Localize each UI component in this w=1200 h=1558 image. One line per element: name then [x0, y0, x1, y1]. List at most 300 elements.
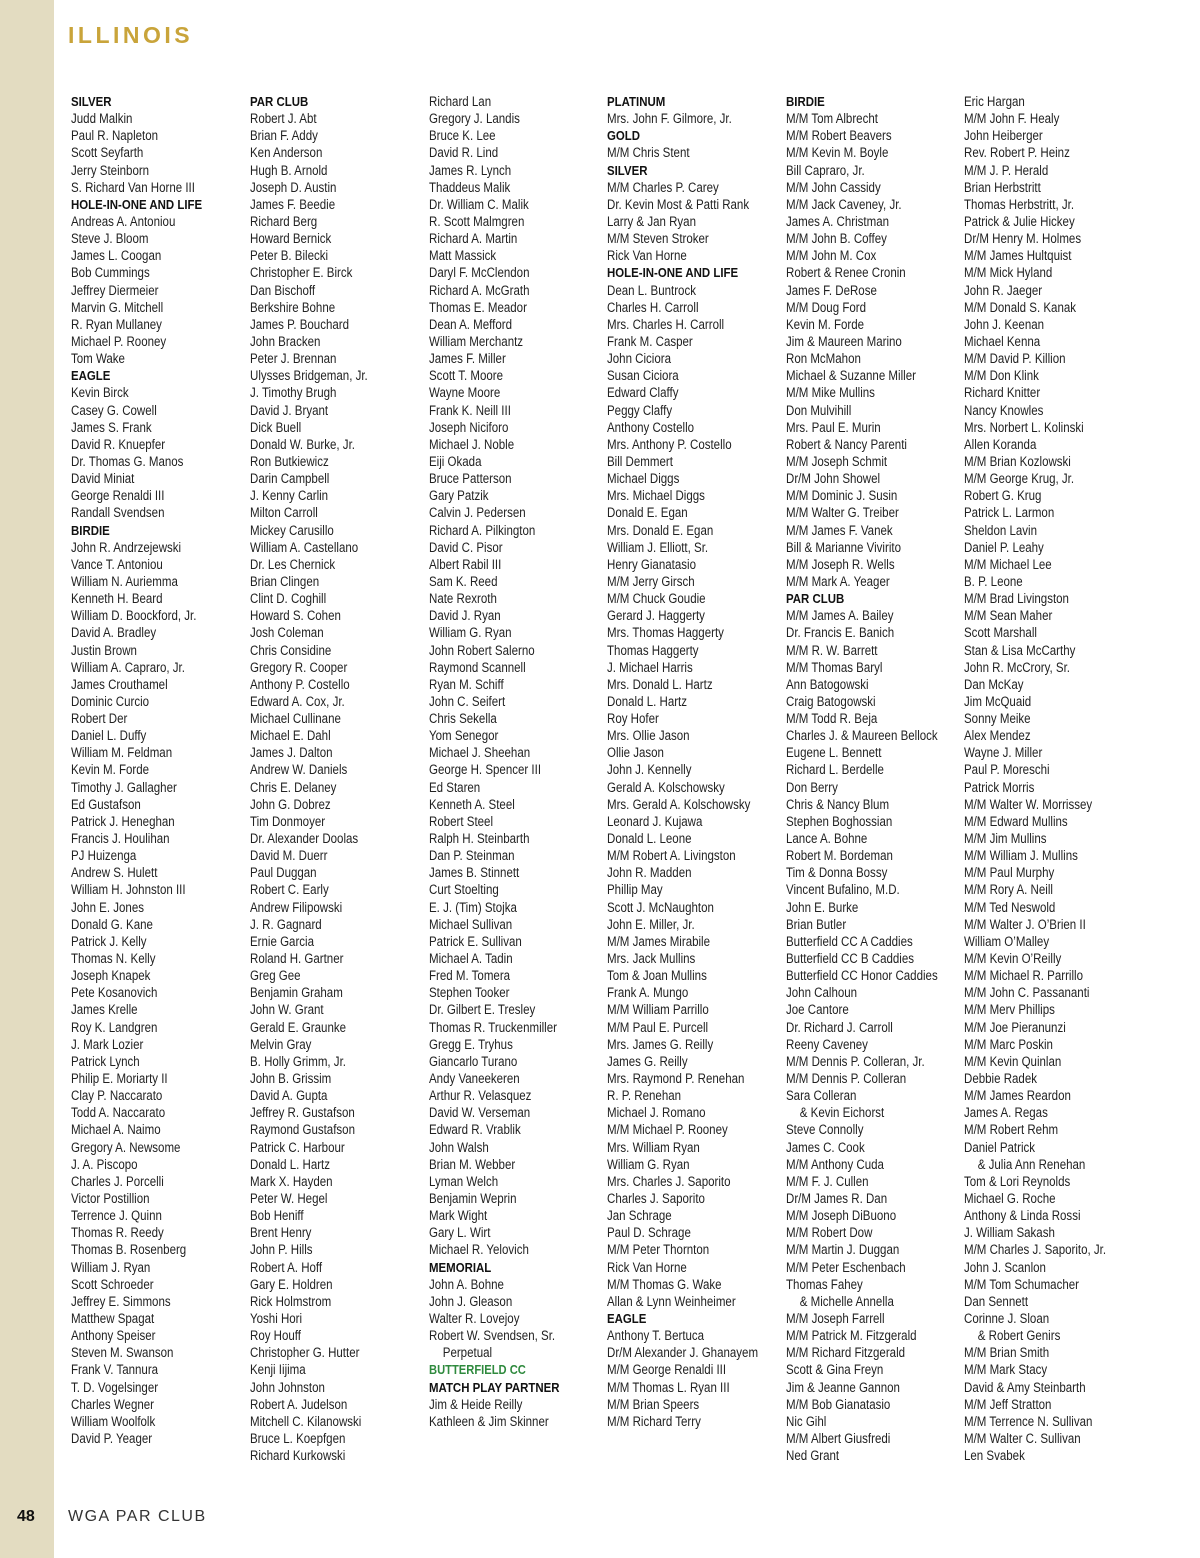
donor-name: Thomas Herbstritt, Jr.	[964, 196, 1075, 212]
donor-name: Patrick J. Kelly	[71, 933, 147, 949]
donor-name: M/M David P. Killion	[964, 351, 1066, 367]
donor-name: Mrs. Anthony P. Costello	[607, 436, 732, 452]
donor-name: James A. Regas	[964, 1105, 1048, 1121]
donor-name: Daniel Patrick	[964, 1139, 1036, 1155]
donor-name: Frank M. Casper	[607, 333, 693, 349]
donor-name: Patrick & Julie Hickey	[964, 213, 1075, 229]
donor-name: Gerald E. Graunke	[250, 1019, 347, 1035]
donor-name: M/M J. P. Herald	[964, 162, 1049, 178]
donor-name: Dan Bischoff	[250, 282, 316, 298]
donor-name: Vance T. Antoniou	[71, 556, 163, 572]
donor-name: Ralph H. Steinbarth	[429, 831, 530, 847]
donor-name: James F. Beedie	[250, 196, 336, 212]
donor-name: Dr. Alexander Doolas	[250, 831, 359, 847]
donor-name: James G. Reilly	[607, 1053, 688, 1069]
donor-name: M/M Peter Thornton	[607, 1242, 710, 1258]
donor-name: Mrs. Jack Mullins	[607, 951, 696, 967]
donor-name: Arthur R. Velasquez	[429, 1088, 532, 1104]
donor-name: John Robert Salerno	[429, 642, 535, 658]
donor-name: Dr. Richard J. Carroll	[786, 1019, 893, 1035]
donor-name: Reeny Caveney	[786, 1036, 868, 1052]
donor-name: Robert A. Judelson	[250, 1396, 348, 1412]
donor-name: William A. Castellano	[250, 539, 359, 555]
donor-name: Justin Brown	[71, 642, 137, 658]
donor-name: John J. Kennelly	[607, 762, 692, 778]
footer-label: WGA PAR CLUB	[68, 1508, 207, 1525]
donor-name: M/M Brian Smith	[964, 1345, 1050, 1361]
donor-name: Edward Claffy	[607, 385, 679, 401]
donor-name: Patrick L. Larmon	[964, 505, 1055, 521]
donor-name: William D. Boockford, Jr.	[71, 608, 197, 624]
donor-name: Don Mulvihill	[786, 402, 852, 418]
donor-name: M/M John F. Healy	[964, 111, 1060, 127]
donor-name: Benjamin Graham	[250, 985, 343, 1001]
donor-name: Bruce Patterson	[429, 471, 512, 487]
donor-name: Mrs. Donald E. Egan	[607, 522, 714, 538]
donor-name: M/M William Parrillo	[607, 1002, 709, 1018]
donor-name: Henry Gianatasio	[607, 556, 696, 572]
donor-name: & Julia Ann Renehan	[977, 1156, 1086, 1172]
donor-name: Mrs. Paul E. Murin	[786, 419, 881, 435]
donor-name: J. Mark Lozier	[71, 1036, 144, 1052]
donor-name: William A. Capraro, Jr.	[71, 659, 185, 675]
donor-name: Marvin G. Mitchell	[71, 299, 164, 315]
donor-name: Stan & Lisa McCarthy	[964, 642, 1076, 658]
donor-name: James L. Coogan	[71, 248, 162, 264]
donor-name: M/M John M. Cox	[786, 248, 877, 264]
donor-name: M/M F. J. Cullen	[786, 1173, 869, 1189]
donor-name: John Walsh	[429, 1139, 489, 1155]
donor-name: Donald W. Burke, Jr.	[250, 436, 355, 452]
donor-name: Matt Massick	[429, 248, 497, 264]
donor-name: Edward A. Cox, Jr.	[250, 693, 345, 709]
donor-name: M/M Martin J. Duggan	[786, 1242, 900, 1258]
donor-name: William Woolfolk	[71, 1413, 156, 1429]
donor-name: Brian Clingen	[250, 573, 320, 589]
donor-name: M/M Peter Eschenbach	[786, 1259, 906, 1275]
donor-name: Eugene L. Bennett	[786, 745, 882, 761]
donor-name: M/M Chuck Goudie	[607, 591, 706, 607]
donor-name: M/M Donald S. Kanak	[964, 299, 1077, 315]
donor-name: Jerry Steinborn	[71, 162, 150, 178]
donor-name: William H. Johnston III	[71, 882, 186, 898]
donor-name: Edward R. Vrablik	[429, 1122, 521, 1138]
donor-name: Andrew Filipowski	[250, 899, 343, 915]
donor-name: M/M Thomas Baryl	[786, 659, 883, 675]
donor-name: Ron McMahon	[786, 351, 861, 367]
donor-name: Tom Wake	[71, 351, 125, 367]
donor-name: M/M Walter J. O’Brien II	[964, 916, 1086, 932]
donor-name: Wayne Moore	[429, 385, 501, 401]
donor-name: Mrs. Ollie Jason	[607, 728, 690, 744]
donor-name: Michael & Suzanne Miller	[786, 368, 916, 384]
donor-name: John A. Bohne	[429, 1276, 504, 1292]
donor-name: Anthony Costello	[607, 419, 695, 435]
column-3	[429, 93, 607, 1430]
donor-name: Paul R. Napleton	[71, 128, 159, 144]
donor-name: Tom & Lori Reynolds	[964, 1173, 1071, 1189]
donor-name: Thaddeus Malik	[429, 179, 511, 195]
donor-name: M/M Tom Albrecht	[786, 111, 878, 127]
donor-name: Dr/M John Showel	[786, 471, 881, 487]
donor-name: Scott & Gina Freyn	[786, 1362, 884, 1378]
donor-name: Robert Der	[71, 711, 128, 727]
donor-name: Mitchell C. Kilanowski	[250, 1413, 362, 1429]
donor-name: M/M Don Klink	[964, 368, 1039, 384]
donor-name: Jim & Maureen Marino	[786, 333, 902, 349]
donor-name: Allen Koranda	[964, 436, 1037, 452]
donor-name: Mickey Carusillo	[250, 522, 334, 538]
donor-name: John Bracken	[250, 333, 321, 349]
donor-name: Brent Henry	[250, 1225, 312, 1241]
donor-name: James J. Dalton	[250, 745, 333, 761]
donor-name: M/M Walter G. Treiber	[786, 505, 899, 521]
donor-name: Dean L. Buntrock	[607, 282, 696, 298]
donor-name: M/M George Krug, Jr.	[964, 471, 1075, 487]
donor-name: Gary Patzik	[429, 488, 489, 504]
donor-name: Mrs. Charles J. Saporito	[607, 1173, 731, 1189]
donor-name: Todd A. Naccarato	[71, 1105, 166, 1121]
donor-name: Joseph Knapek	[71, 968, 151, 984]
donor-name: M/M Sean Maher	[964, 608, 1053, 624]
donor-name: B. Holly Grimm, Jr.	[250, 1053, 346, 1069]
donor-name: M/M Chris Stent	[607, 145, 690, 161]
donor-name: M/M Kevin Quinlan	[964, 1053, 1062, 1069]
donor-name: Robert Steel	[429, 813, 494, 829]
donor-name: Thomas N. Kelly	[71, 951, 156, 967]
page-sidebar-band	[0, 0, 54, 1558]
donor-name: M/M Kevin M. Boyle	[786, 145, 889, 161]
donor-name: M/M Patrick M. Fitzgerald	[786, 1328, 917, 1344]
donor-name: James P. Bouchard	[250, 316, 350, 332]
donor-name: Bill Capraro, Jr.	[786, 162, 865, 178]
donor-name: & Robert Genirs	[977, 1328, 1061, 1344]
donor-name: Milton Carroll	[250, 505, 318, 521]
section-heading: PLATINUM	[607, 94, 666, 109]
donor-name: Butterfield CC A Caddies	[786, 933, 913, 949]
donor-name: Raymond Scannell	[429, 659, 526, 675]
donor-name: M/M James F. Vanek	[786, 522, 893, 538]
donor-name: Berkshire Bohne	[250, 299, 336, 315]
donor-name: Gary E. Holdren	[250, 1276, 333, 1292]
section-heading: BIRDIE	[786, 94, 825, 109]
donor-name: Mrs. Raymond P. Renehan	[607, 1071, 745, 1087]
donor-name: Terrence J. Quinn	[71, 1208, 162, 1224]
donor-name: James F. DeRose	[786, 282, 877, 298]
donor-name: Robert A. Hoff	[250, 1259, 323, 1275]
donor-name: Jan Schrage	[607, 1208, 672, 1224]
donor-name: Larry & Jan Ryan	[607, 213, 696, 229]
donor-name: M/M George Renaldi III	[607, 1362, 727, 1378]
donor-name: Scott Schroeder	[71, 1276, 154, 1292]
donor-name: M/M Terrence N. Sullivan	[964, 1413, 1093, 1429]
donor-name: Len Svabek	[964, 1448, 1025, 1464]
donor-name: M/M Tom Schumacher	[964, 1276, 1079, 1292]
section-heading: HOLE-IN-ONE AND LIFE	[71, 196, 203, 212]
donor-name: Donald E. Egan	[607, 505, 688, 521]
donor-name: Richard Kurkowski	[250, 1448, 346, 1464]
donor-name: Pete Kosanovich	[71, 985, 158, 1001]
donor-name: M/M Dominic J. Susin	[786, 488, 898, 504]
donor-name: David R. Lind	[429, 145, 499, 161]
donor-name: J. Kenny Carlin	[250, 488, 329, 504]
donor-name: Giancarlo Turano	[429, 1053, 518, 1069]
donor-name: Lyman Welch	[429, 1173, 499, 1189]
donor-name: David A. Bradley	[71, 625, 157, 641]
donor-name: Robert C. Early	[250, 882, 329, 898]
donor-name: Tom & Joan Mullins	[607, 968, 707, 984]
donor-name: Steven M. Swanson	[71, 1345, 174, 1361]
donor-name: J. Michael Harris	[607, 659, 693, 675]
donor-name: Patrick Morris	[964, 779, 1035, 795]
donor-name: Gregory A. Newsome	[71, 1139, 181, 1155]
donor-name: Perpetual	[442, 1345, 493, 1361]
donor-name: Dr. Les Chernick	[250, 556, 336, 572]
donor-name: Sheldon Lavin	[964, 522, 1037, 538]
donor-name: M/M Mark A. Yeager	[786, 573, 890, 589]
donor-name: Phillip May	[607, 882, 663, 898]
donor-name: M/M Robert A. Livingston	[607, 848, 736, 864]
donor-name: M/M Todd R. Beja	[786, 711, 878, 727]
donor-name: Ed Gustafson	[71, 796, 141, 812]
donor-name: Kenneth H. Beard	[71, 591, 163, 607]
donor-name: M/M James Reardon	[964, 1088, 1071, 1104]
donor-name: Dan P. Steinman	[429, 848, 515, 864]
donor-name: Philip E. Moriarty II	[71, 1071, 168, 1087]
donor-name: Clint D. Coghill	[250, 591, 327, 607]
donor-name: Dan McKay	[964, 676, 1024, 692]
donor-name: Mark Wight	[429, 1208, 488, 1224]
column-1	[71, 93, 249, 1447]
donor-name: Craig Batogowski	[786, 693, 876, 709]
donor-name: Michael A. Naimo	[71, 1122, 161, 1138]
donor-name: Dr/M Henry M. Holmes	[964, 231, 1082, 247]
donor-name: Chris & Nancy Blum	[786, 796, 890, 812]
section-heading: MATCH PLAY PARTNER	[429, 1379, 560, 1395]
donor-name: Benjamin Weprin	[429, 1191, 517, 1206]
donor-name: John Calhoun	[786, 985, 858, 1001]
donor-name: John E. Miller, Jr.	[607, 916, 695, 932]
donor-name: Mrs. Thomas Haggerty	[607, 625, 724, 641]
donor-name: Donald L. Leone	[607, 831, 692, 847]
donor-name: Howard Bernick	[250, 231, 332, 247]
donor-name: David M. Duerr	[250, 848, 328, 864]
donor-name: Judd Malkin	[71, 111, 133, 127]
donor-name: David P. Yeager	[71, 1430, 153, 1446]
donor-name: M/M Joseph DiBuono	[786, 1208, 897, 1224]
donor-name: Joseph Niciforo	[429, 419, 509, 435]
donor-name: Dr. Kevin Most & Patti Rank	[607, 196, 750, 212]
donor-name: Dr. Thomas G. Manos	[71, 453, 184, 469]
donor-name: M/M Walter W. Morrissey	[964, 796, 1093, 812]
donor-name: M/M Jim Mullins	[964, 831, 1047, 847]
donor-name: Scott Marshall	[964, 625, 1037, 641]
section-heading: HOLE-IN-ONE AND LIFE	[607, 265, 739, 281]
donor-name: & Kevin Eichorst	[799, 1105, 885, 1121]
donor-name: Roy K. Landgren	[71, 1019, 158, 1035]
donor-name: Mrs. Michael Diggs	[607, 488, 705, 504]
donor-name: Scott T. Moore	[429, 368, 504, 384]
donor-name: M/M Doug Ford	[786, 299, 866, 315]
section-heading: SILVER	[71, 94, 112, 109]
donor-name: Ken Anderson	[250, 145, 323, 161]
donor-name: Butterfield CC Honor Caddies	[786, 968, 938, 984]
donor-name: Joseph D. Austin	[250, 179, 337, 195]
donor-name: Lance A. Bohne	[786, 831, 868, 847]
donor-name: Fred M. Tomera	[429, 968, 511, 984]
donor-name: Andrew S. Hulett	[71, 865, 158, 881]
donor-name: John C. Seifert	[429, 693, 506, 709]
donor-name: Joe Cantore	[786, 1002, 849, 1018]
donor-name: M/M Mike Mullins	[786, 385, 875, 401]
donor-name: M/M Ted Neswold	[964, 899, 1056, 915]
donor-name: John W. Grant	[250, 1002, 324, 1018]
donor-name: Thomas R. Reedy	[71, 1225, 164, 1241]
donor-name: William N. Auriemma	[71, 573, 178, 589]
donor-name: Eric Hargan	[964, 94, 1025, 109]
donor-name: Robert J. Abt	[250, 111, 317, 127]
donor-name: Rick Holmstrom	[250, 1293, 332, 1309]
donor-name: Roland H. Gartner	[250, 951, 344, 967]
donor-name: James R. Lynch	[429, 162, 512, 178]
donor-name: M/M Charles P. Carey	[607, 179, 719, 195]
section-heading: PAR CLUB	[786, 591, 845, 607]
donor-name: Michael Kenna	[964, 333, 1041, 349]
donor-name: Frank V. Tannura	[71, 1362, 159, 1378]
donor-name: Dr. Francis E. Banich	[786, 625, 895, 641]
page-number: 48	[17, 1508, 35, 1525]
donor-name: Daryl F. McClendon	[429, 265, 530, 281]
donor-name: Charles Wegner	[71, 1396, 155, 1412]
donor-name: Gregg E. Tryhus	[429, 1036, 513, 1052]
donor-name: M/M Joe Pieranunzi	[964, 1019, 1066, 1035]
donor-name: Paul P. Moreschi	[964, 762, 1050, 778]
donor-name: Victor Postillion	[71, 1191, 150, 1206]
section-heading: SILVER	[607, 162, 648, 178]
donor-name: M/M Brian Kozlowski	[964, 453, 1071, 469]
donor-name: M/M Albert Giusfredi	[786, 1430, 891, 1446]
donor-name: Casey G. Cowell	[71, 402, 157, 418]
donor-name: James S. Frank	[71, 419, 152, 435]
donor-name: John J. Keenan	[964, 316, 1045, 332]
donor-name: M/M Mick Hyland	[964, 265, 1053, 281]
donor-name: Howard S. Cohen	[250, 608, 341, 624]
donor-name: Richard A. Pilkington	[429, 522, 536, 538]
donor-name: George H. Spencer III	[429, 762, 542, 778]
donor-name: John B. Grissim	[250, 1071, 332, 1087]
column-6	[964, 93, 1142, 1464]
donor-name: Bob Cummings	[71, 265, 150, 281]
donor-name: Francis J. Houlihan	[71, 831, 170, 847]
donor-name: M/M James Mirabile	[607, 933, 711, 949]
donor-name: M/M Robert Beavers	[786, 128, 892, 144]
donor-name: James Crouthamel	[71, 676, 168, 692]
donor-name: Kevin M. Forde	[786, 316, 865, 332]
donor-name: Brian F. Addy	[250, 128, 318, 144]
donor-name: M/M Dennis P. Colleran, Jr.	[786, 1053, 925, 1069]
donor-name: M/M Marc Poskin	[964, 1036, 1053, 1052]
donor-name: Patrick J. Heneghan	[71, 813, 175, 829]
donor-name: Bill Demmert	[607, 453, 673, 469]
section-heading: EAGLE	[607, 1310, 647, 1326]
donor-name: Robert & Nancy Parenti	[786, 436, 907, 452]
donor-name: Richard Knitter	[964, 385, 1041, 401]
donor-name: Rick Van Horne	[607, 248, 687, 264]
donor-name: David J. Ryan	[429, 608, 501, 624]
section-heading: BIRDIE	[71, 522, 110, 538]
donor-name: M/M Thomas L. Ryan III	[607, 1379, 730, 1395]
donor-name: M/M Thomas G. Wake	[607, 1276, 722, 1292]
section-heading: EAGLE	[71, 368, 111, 384]
donor-name: M/M Joseph Schmit	[786, 453, 888, 469]
donor-name: Matthew Spagat	[71, 1310, 155, 1326]
donor-name: M/M Jeff Stratton	[964, 1396, 1052, 1412]
donor-name: Richard Lan	[429, 94, 492, 109]
donor-name: Ollie Jason	[607, 745, 664, 761]
donor-name: M/M Paul Murphy	[964, 865, 1055, 881]
donor-name: Charles J. Saporito	[607, 1191, 705, 1206]
donor-name: Corinne J. Sloan	[964, 1310, 1050, 1326]
donor-name: Charles J. & Maureen Bellock	[786, 728, 938, 744]
column-4	[607, 93, 785, 1430]
donor-name: Mrs. James G. Reilly	[607, 1036, 714, 1052]
donor-name: Thomas Fahey	[786, 1276, 863, 1292]
donor-name: Thomas B. Rosenberg	[71, 1242, 187, 1258]
donor-name: M/M Michael P. Rooney	[607, 1122, 728, 1138]
donor-name: M/M Jerry Girsch	[607, 573, 695, 589]
donor-name: Allan & Lynn Weinheimer	[607, 1293, 736, 1309]
donor-name: Clay P. Naccarato	[71, 1088, 163, 1104]
donor-name: M/M James A. Bailey	[786, 608, 894, 624]
donor-name: Patrick Lynch	[71, 1053, 140, 1069]
donor-name: Butterfield CC B Caddies	[786, 951, 915, 967]
donor-name: John R. Madden	[607, 865, 692, 881]
donor-name: Rev. Robert P. Heinz	[964, 145, 1070, 161]
donor-name: Jeffrey E. Simmons	[71, 1293, 171, 1309]
donor-name: Ned Grant	[786, 1448, 840, 1464]
donor-name: William J. Ryan	[71, 1259, 151, 1275]
donor-name: Calvin J. Pedersen	[429, 505, 526, 521]
donor-name: Curt Stoelting	[429, 882, 499, 898]
donor-name: M/M Paul E. Purcell	[607, 1019, 709, 1035]
donor-name: R. P. Renehan	[607, 1088, 682, 1104]
donor-name: David Miniat	[71, 471, 135, 487]
donor-name: Frank A. Mungo	[607, 985, 689, 1001]
donor-name: Anthony T. Bertuca	[607, 1328, 705, 1344]
donor-name: M/M Mark Stacy	[964, 1362, 1048, 1378]
donor-name: Daniel P. Leahy	[964, 539, 1044, 555]
donor-name: M/M Brad Livingston	[964, 591, 1069, 607]
donor-name: Gerald A. Kolschowsky	[607, 779, 725, 795]
donor-name: Susan Ciciora	[607, 368, 679, 384]
donor-name: James F. Miller	[429, 351, 506, 367]
donor-name: Charles H. Carroll	[607, 299, 699, 315]
donor-name: Mrs. Donald L. Hartz	[607, 676, 713, 692]
donor-name: Chris Considine	[250, 642, 332, 658]
donor-name: John P. Hills	[250, 1242, 313, 1258]
donor-name: M/M Edward Mullins	[964, 813, 1068, 829]
donor-name: Chris Sekella	[429, 711, 497, 727]
donor-name: John R. McCrory, Sr.	[964, 659, 1071, 675]
donor-name: Charles J. Porcelli	[71, 1173, 164, 1189]
donor-name: John Ciciora	[607, 351, 672, 367]
donor-name: William O’Malley	[964, 933, 1050, 949]
donor-name: Dean A. Mefford	[429, 316, 513, 332]
donor-name: Yom Senegor	[429, 728, 499, 744]
donor-name: Robert W. Svendsen, Sr.	[429, 1328, 556, 1344]
donor-name: M/M Joseph Farrell	[786, 1310, 885, 1326]
donor-name: Thomas E. Meador	[429, 299, 527, 315]
